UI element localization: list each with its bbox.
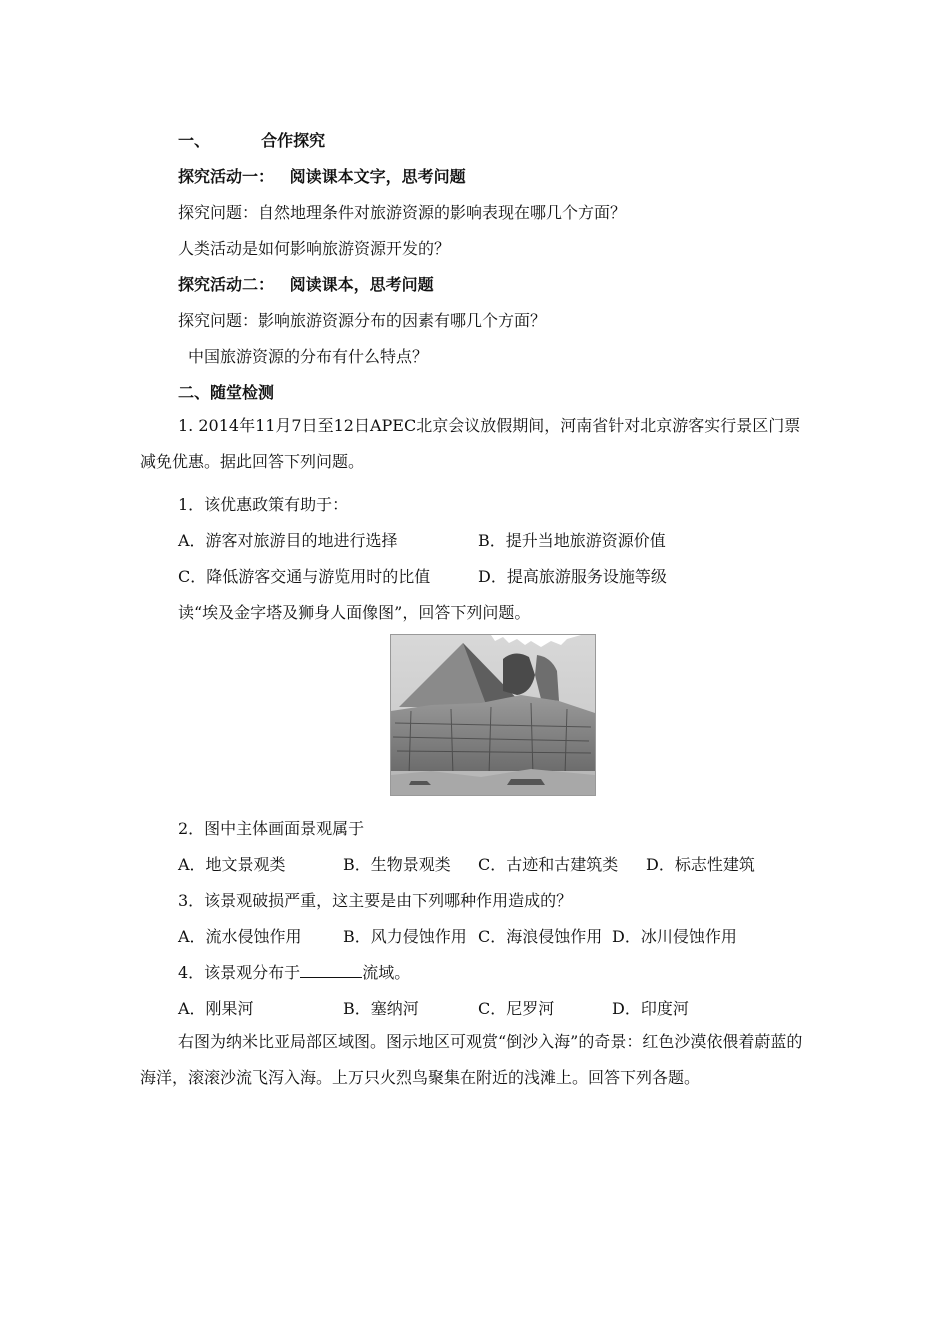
inquiry-question-2: 人类活动是如何影响旅游资源开发的？ (178, 239, 451, 258)
pyramid-sphinx-photo (390, 634, 596, 796)
inquiry-question-1: 探究问题：自然地理条件对旅游资源的影响表现在哪几个方面？ (178, 203, 627, 222)
inquiry-question-4: 中国旅游资源的分布有什么特点？ (188, 347, 429, 366)
question-2-option-d: D．标志性建筑 (646, 855, 755, 874)
question-3-option-d: D．冰川侵蚀作用 (612, 927, 737, 946)
question-1-option-d: D．提高旅游服务设施等级 (478, 567, 667, 586)
question-3-option-c: C．海浪侵蚀作用 (478, 927, 603, 946)
question-4-stem (178, 960, 410, 983)
activity2-title: 阅读课本，思考问题 (289, 275, 434, 294)
activity1-title: 阅读课本文字，思考问题 (289, 167, 466, 186)
question-4-option-d: D．印度河 (612, 999, 689, 1018)
question-3-option-b: B．风力侵蚀作用 (343, 927, 467, 946)
question-1-option-a: A．游客对旅游目的地进行选择 (178, 531, 398, 550)
question-1-stem: 1．该优惠政策有助于： (178, 495, 349, 514)
figure-intro: 读“埃及金字塔及狮身人面像图”，回答下列问题。 (178, 603, 531, 622)
question-4-stem-before: 4．该景观分布于 (178, 963, 301, 982)
question-2-option-c: C．古迹和古建筑类 (478, 855, 619, 874)
question-4-stem-after: 流域。 (362, 963, 411, 982)
activity1-label: 探究活动一： (178, 167, 275, 186)
question-3-option-a: A．流水侵蚀作用 (178, 927, 302, 946)
question-1-option-c: C．降低游客交通与游览用时的比值 (178, 567, 431, 586)
question-4-option-b: B．塞纳河 (343, 999, 419, 1018)
question-2-option-a: A．地文景观类 (178, 855, 286, 874)
section1-number: 一、 (178, 131, 211, 150)
activity1-heading (178, 164, 466, 187)
question-2-stem: 2．图中主体画面景观属于 (178, 819, 365, 838)
pyramid-sphinx-image (391, 635, 595, 795)
question-1-option-b: B．提升当地旅游资源价值 (478, 531, 666, 550)
question-2-option-b: B．生物景观类 (343, 855, 451, 874)
section2-heading: 二、随堂检测 (178, 383, 275, 402)
section1-title: 合作探究 (261, 131, 326, 150)
inquiry-question-3: 探究问题：影响旅游资源分布的因素有哪几个方面？ (178, 311, 547, 330)
closing-paragraph: 右图为纳米比亚局部区域图。图示地区可观赏“倒沙入海”的奇景：红色沙漠依偎着蔚蓝的海洋，滚滚沙流飞泻入海。上万只火烈鸟聚集在附近的浅滩上。回答下列各题。 (140, 1032, 803, 1087)
answer-blank (300, 963, 362, 978)
question-4-option-c: C．尼罗河 (478, 999, 555, 1018)
question-4-option-a: A．刚果河 (178, 999, 254, 1018)
section1-heading (178, 128, 325, 151)
section2-intro: 1. 2014年11月7日至12日APEC北京会议放假期间，河南省针对北京游客实行景区门票减免优惠。据此回答下列问题。 (140, 416, 801, 471)
activity2-label: 探究活动二： (178, 275, 275, 294)
question-3-stem: 3．该景观破损严重，这主要是由下列哪种作用造成的？ (178, 891, 573, 910)
activity2-heading (178, 272, 434, 295)
